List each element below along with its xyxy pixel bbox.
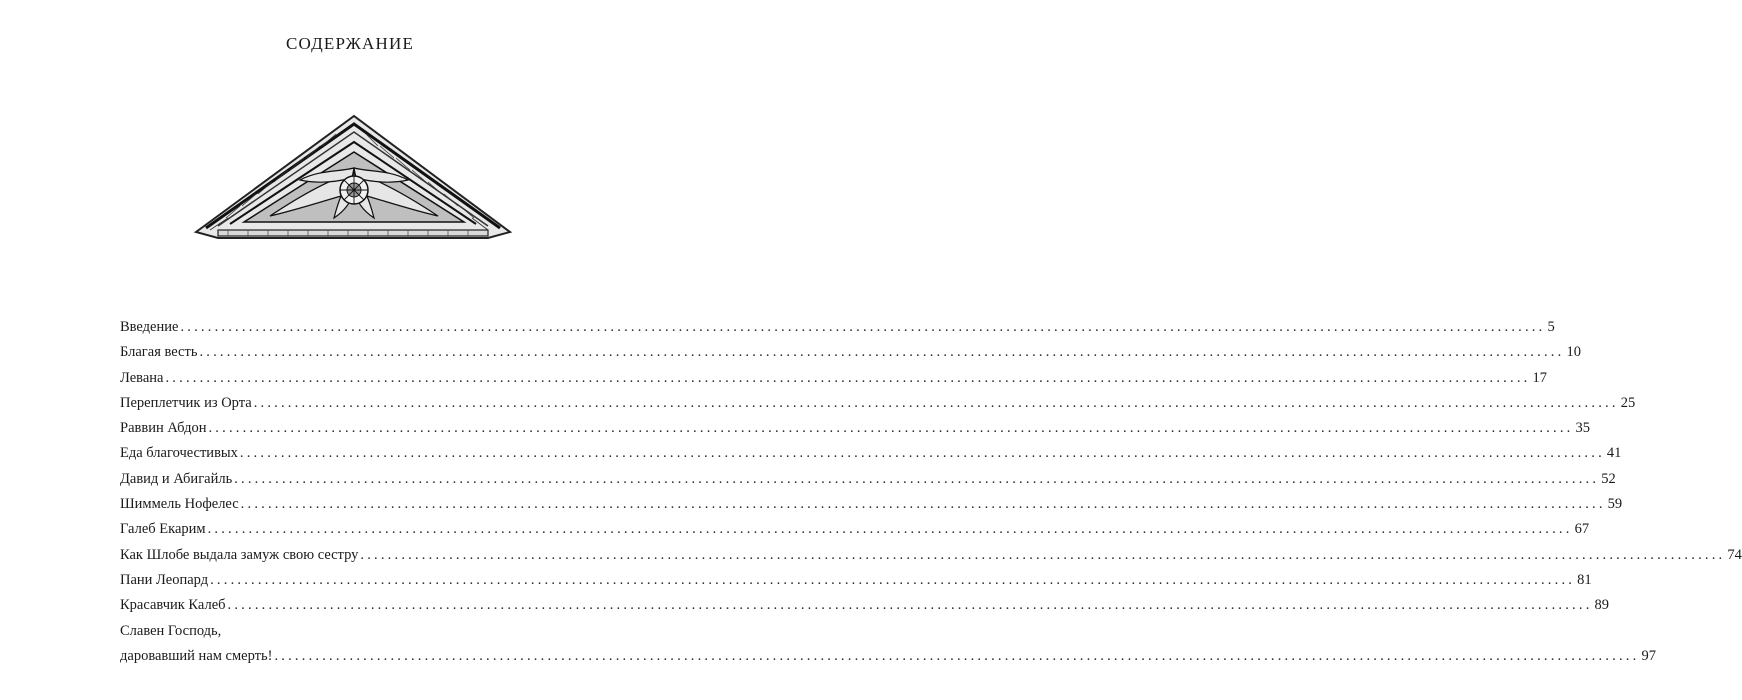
toc-entry-title: Галеб Екарим xyxy=(120,521,206,538)
toc-leader-dots: ........................................................................................................................................................................................................ xyxy=(208,420,1574,437)
toc-entry-page: 35 xyxy=(1575,420,1590,437)
toc-leader-dots: ........................................................................................................................................................................................................ xyxy=(207,521,1573,538)
toc-entry xyxy=(120,568,1592,593)
toc-entry-page: 59 xyxy=(1607,496,1623,513)
pediment-ornament-icon xyxy=(188,110,518,246)
toc-leader-dots: ........................................................................................................................................................................................................ xyxy=(180,319,1546,335)
toc-entry-page: 17 xyxy=(1532,369,1547,386)
toc-entry-page: 5 xyxy=(1547,319,1555,335)
toc-entry-title: Славен Господь, xyxy=(120,622,222,639)
toc-entry xyxy=(120,391,1636,416)
toc-leader-dots: ........................................................................................................................................................................................................ xyxy=(165,369,1531,386)
toc-entry-page: 89 xyxy=(1594,597,1610,614)
toc-entry xyxy=(120,441,1622,466)
toc-leader-dots: ........................................................................................................................................................................................................ xyxy=(360,546,1726,563)
toc-entry-page: 10 xyxy=(1566,344,1581,361)
toc-entry-title: Переплетчик из Орта xyxy=(120,394,252,411)
toc-leader-dots: ........................................................................................................................................................................................................ xyxy=(253,394,1619,411)
toc-entry-title: Еда благочестивых xyxy=(120,445,238,462)
toc-entry xyxy=(120,340,1581,365)
toc-entry-title: Как Шлобе выдала замуж свою сестру xyxy=(120,546,359,563)
toc-entry xyxy=(120,315,1555,340)
toc-entry-title: Раввин Абдон xyxy=(120,420,207,437)
toc-entry xyxy=(120,543,1742,568)
toc-entry xyxy=(120,619,582,644)
toc-entry xyxy=(120,517,1590,542)
toc-leader-dots: ........................................................................................................................................................................................................ xyxy=(199,344,1565,361)
toc-entry-title: Красавчик Калеб xyxy=(120,597,226,614)
toc-leader-dots: ........................................................................................................................................................................................................ xyxy=(240,496,1606,513)
toc-entry-title: Введение xyxy=(120,319,179,335)
toc-entry-title: Благая весть xyxy=(120,344,198,361)
toc-leader-dots: ........................................................................................................................................................................................................ xyxy=(239,445,1605,462)
toc-entry xyxy=(120,416,1590,441)
toc-entry-page: 52 xyxy=(1601,470,1616,487)
toc-entry-title: Пани Леопард xyxy=(120,571,209,588)
toc-entry-page: 67 xyxy=(1574,521,1590,538)
table-of-contents xyxy=(120,315,1742,669)
toc-leader-dots: ........................................................................................................................................................................................................ xyxy=(210,571,1576,588)
page-title: СОДЕРЖАНИЕ xyxy=(285,34,415,53)
toc-entry xyxy=(120,366,1547,391)
toc-entry xyxy=(120,593,1610,618)
toc-entry-title: Давид и Абигайль xyxy=(120,470,233,487)
toc-entry-title: даровавший нам смерть! xyxy=(120,647,273,664)
toc-entry-title: Левана xyxy=(120,369,164,386)
toc-entry-page: 41 xyxy=(1606,445,1622,462)
toc-entry-page: 25 xyxy=(1620,394,1636,411)
toc-leader-dots: ........................................................................................................................................................................................................ xyxy=(234,470,1600,487)
toc-entry-page: 81 xyxy=(1577,571,1592,588)
toc-entry-title: Шиммель Нофелес xyxy=(120,496,239,513)
toc-leader-dots: ........................................................................................................................................................................................................ xyxy=(227,597,1593,614)
toc-entry xyxy=(120,467,1616,492)
toc-leader-dots: ........................................................................................................................................................................................................ xyxy=(274,647,1640,664)
toc-entry-page: 97 xyxy=(1641,647,1656,664)
toc-entry xyxy=(120,644,1656,669)
toc-entry-page: 74 xyxy=(1727,546,1742,563)
toc-entry xyxy=(120,492,1623,517)
